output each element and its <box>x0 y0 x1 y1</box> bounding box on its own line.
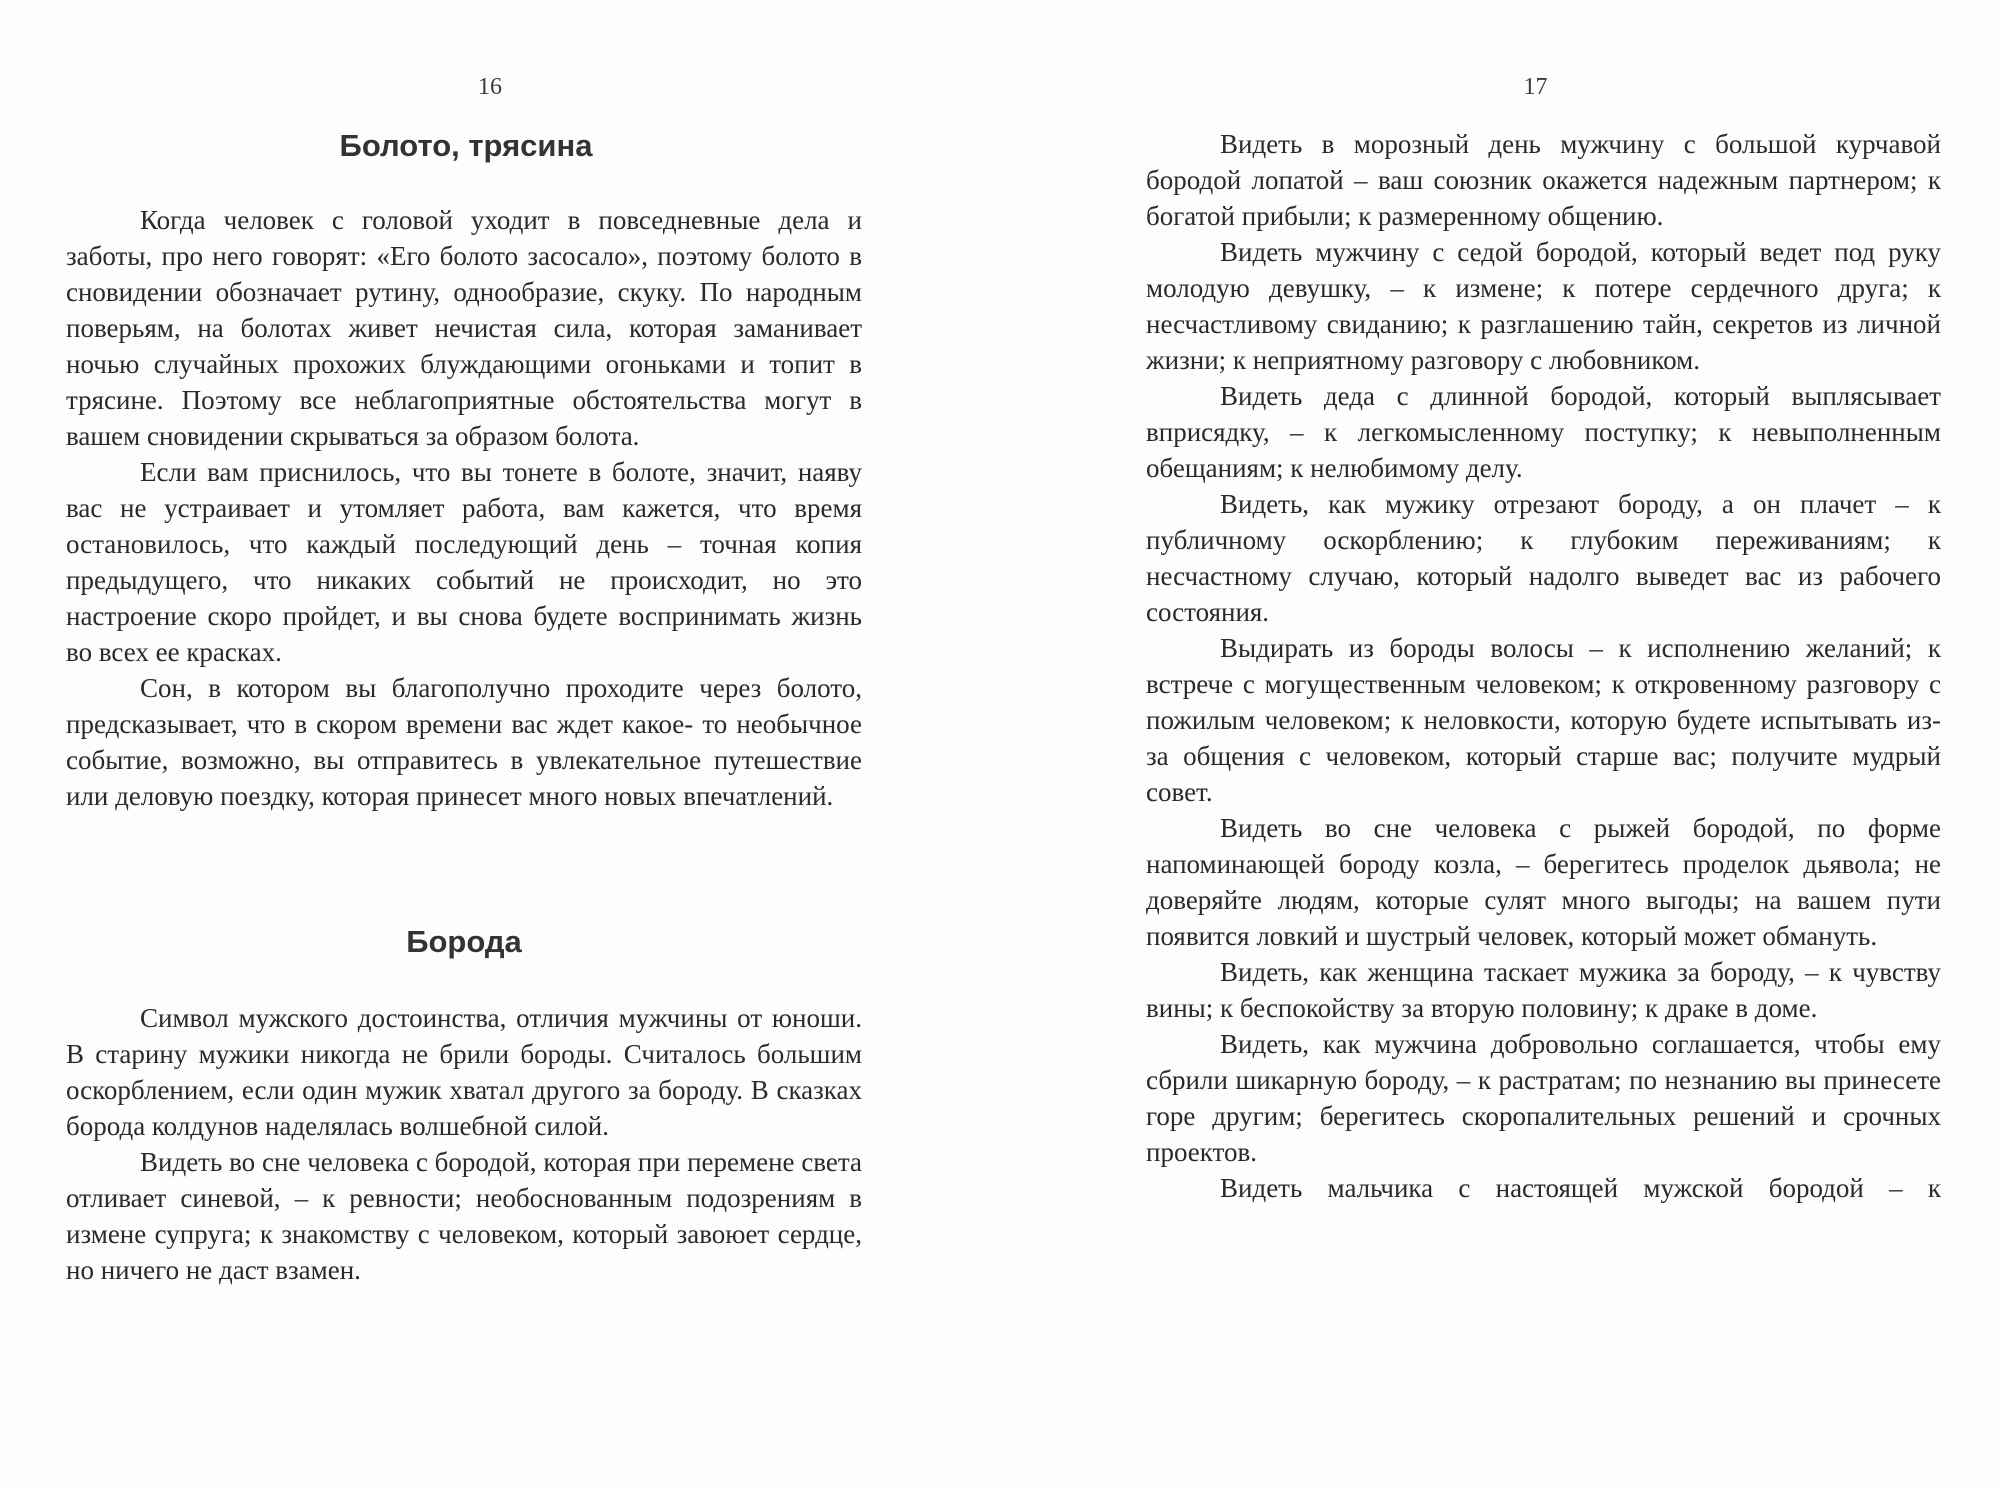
paragraph: Видеть мальчика с настоящей мужской бородой – к <box>1220 1173 1941 1203</box>
section-title-boloto: Болото, трясина <box>339 128 593 163</box>
right-page <box>1146 0 1941 1489</box>
page-number-right: 17 <box>1523 74 1548 100</box>
section-body-boroda-continued <box>1146 126 1941 1206</box>
paragraph: Видеть, как мужику отрезают бороду, а он плачет – к публичному оскорблению; к глубоким переживаниям; к несчастному случаю, который надолго выведет вас из рабочего состояния. <box>1146 489 1941 627</box>
page-number-left: 16 <box>478 74 502 100</box>
paragraph: Видеть мужчину с седой бородой, который ведет под руку молодую девушку, – к измене; к потере сердечного друга; к несчастливому свиданию; к разглашению тайн, секретов из личной жизни; к неприятному разговору с любовником. <box>1146 237 1941 375</box>
paragraph: Сон, в котором вы благополучно проходите через болото, предсказывает, что в скором времени вас ждет какое- то необычное событие, возможно, вы отправитесь в увлекательное путешествие или деловую поездку, которая принесет много новых впечатлений. <box>66 673 862 811</box>
paragraph: Видеть в морозный день мужчину с большой курчавой бородой лопатой – ваш союзник окажется надежным партнером; к богатой прибыли; к размеренному общению. <box>1146 129 1941 231</box>
paragraph: Видеть, как женщина таскает мужика за бороду, – к чувству вины; к беспокойству за вторую половину; к драке в доме. <box>1146 957 1941 1023</box>
paragraph: Видеть во сне человека с рыжей бородой, по форме напоминающей бороду козла, – берегитесь проделок дьявола; не доверяйте людям, которые сулят много выгоды; на вашем пути появится ловкий и шустрый человек, который может обмануть. <box>1146 813 1941 951</box>
paragraph: Если вам приснилось, что вы тонете в болоте, значит, наяву вас не устраивает и утомляет работа, вам кажется, что время остановилось, что каждый последующий день – точная копия предыдущего, что никаких событий не происходит, но это настроение скоро пройдет, и вы снова будете воспринимать жизнь во всех ее красках. <box>66 457 862 667</box>
paragraph: Символ мужского достоинства, отличия мужчины от юноши. В старину мужики никогда не брили бороды. Считалось большим оскорблением, если один мужик хватал другого за бороду. В сказках борода колдунов наделялась волшебной силой. <box>66 1003 862 1141</box>
section-body-boroda <box>66 1000 862 1288</box>
paragraph: Когда человек с головой уходит в повседневные дела и заботы, про него говорят: «Его болото засосало», поэтому болото в сновидении обозначает рутину, однообразие, скуку. По народным поверьям, на болотах живет нечистая сила, которая заманивает ночью случайных прохожих блуждающими огоньками и топит в трясине. Поэтому все неблагоприятные обстоятельства могут в вашем сновидении скрываться за образом болота. <box>66 205 862 451</box>
left-page <box>66 0 862 1489</box>
paragraph: Видеть деда с длинной бородой, который выплясывает вприсядку, – к легкомысленному поступку; к невыполненным обещаниям; к нелюбимому делу. <box>1146 381 1941 483</box>
paragraph: Выдирать из бороды волосы – к исполнению желаний; к встрече с могущественным человеком; к откровенному разговору с пожилым человеком; к неловкости, которую будете испытывать из- за общения с человеком, который старше вас; получите мудрый совет. <box>1146 633 1941 807</box>
paragraph: Видеть, как мужчина добровольно соглашается, чтобы ему сбрили шикарную бороду, – к растратам; по незнанию вы принесете горе другим; берегитесь скоропалительных решений и срочных проектов. <box>1146 1029 1941 1167</box>
section-body-boloto <box>66 202 862 814</box>
paragraph: Видеть во сне человека с бородой, которая при перемене света отливает синевой, – к ревности; необоснованным подозрениям в измене супруга; к знакомству с человеком, который завоюет сердце, но ничего не даст взамен. <box>66 1147 862 1285</box>
section-title-boroda: Борода <box>406 924 522 959</box>
